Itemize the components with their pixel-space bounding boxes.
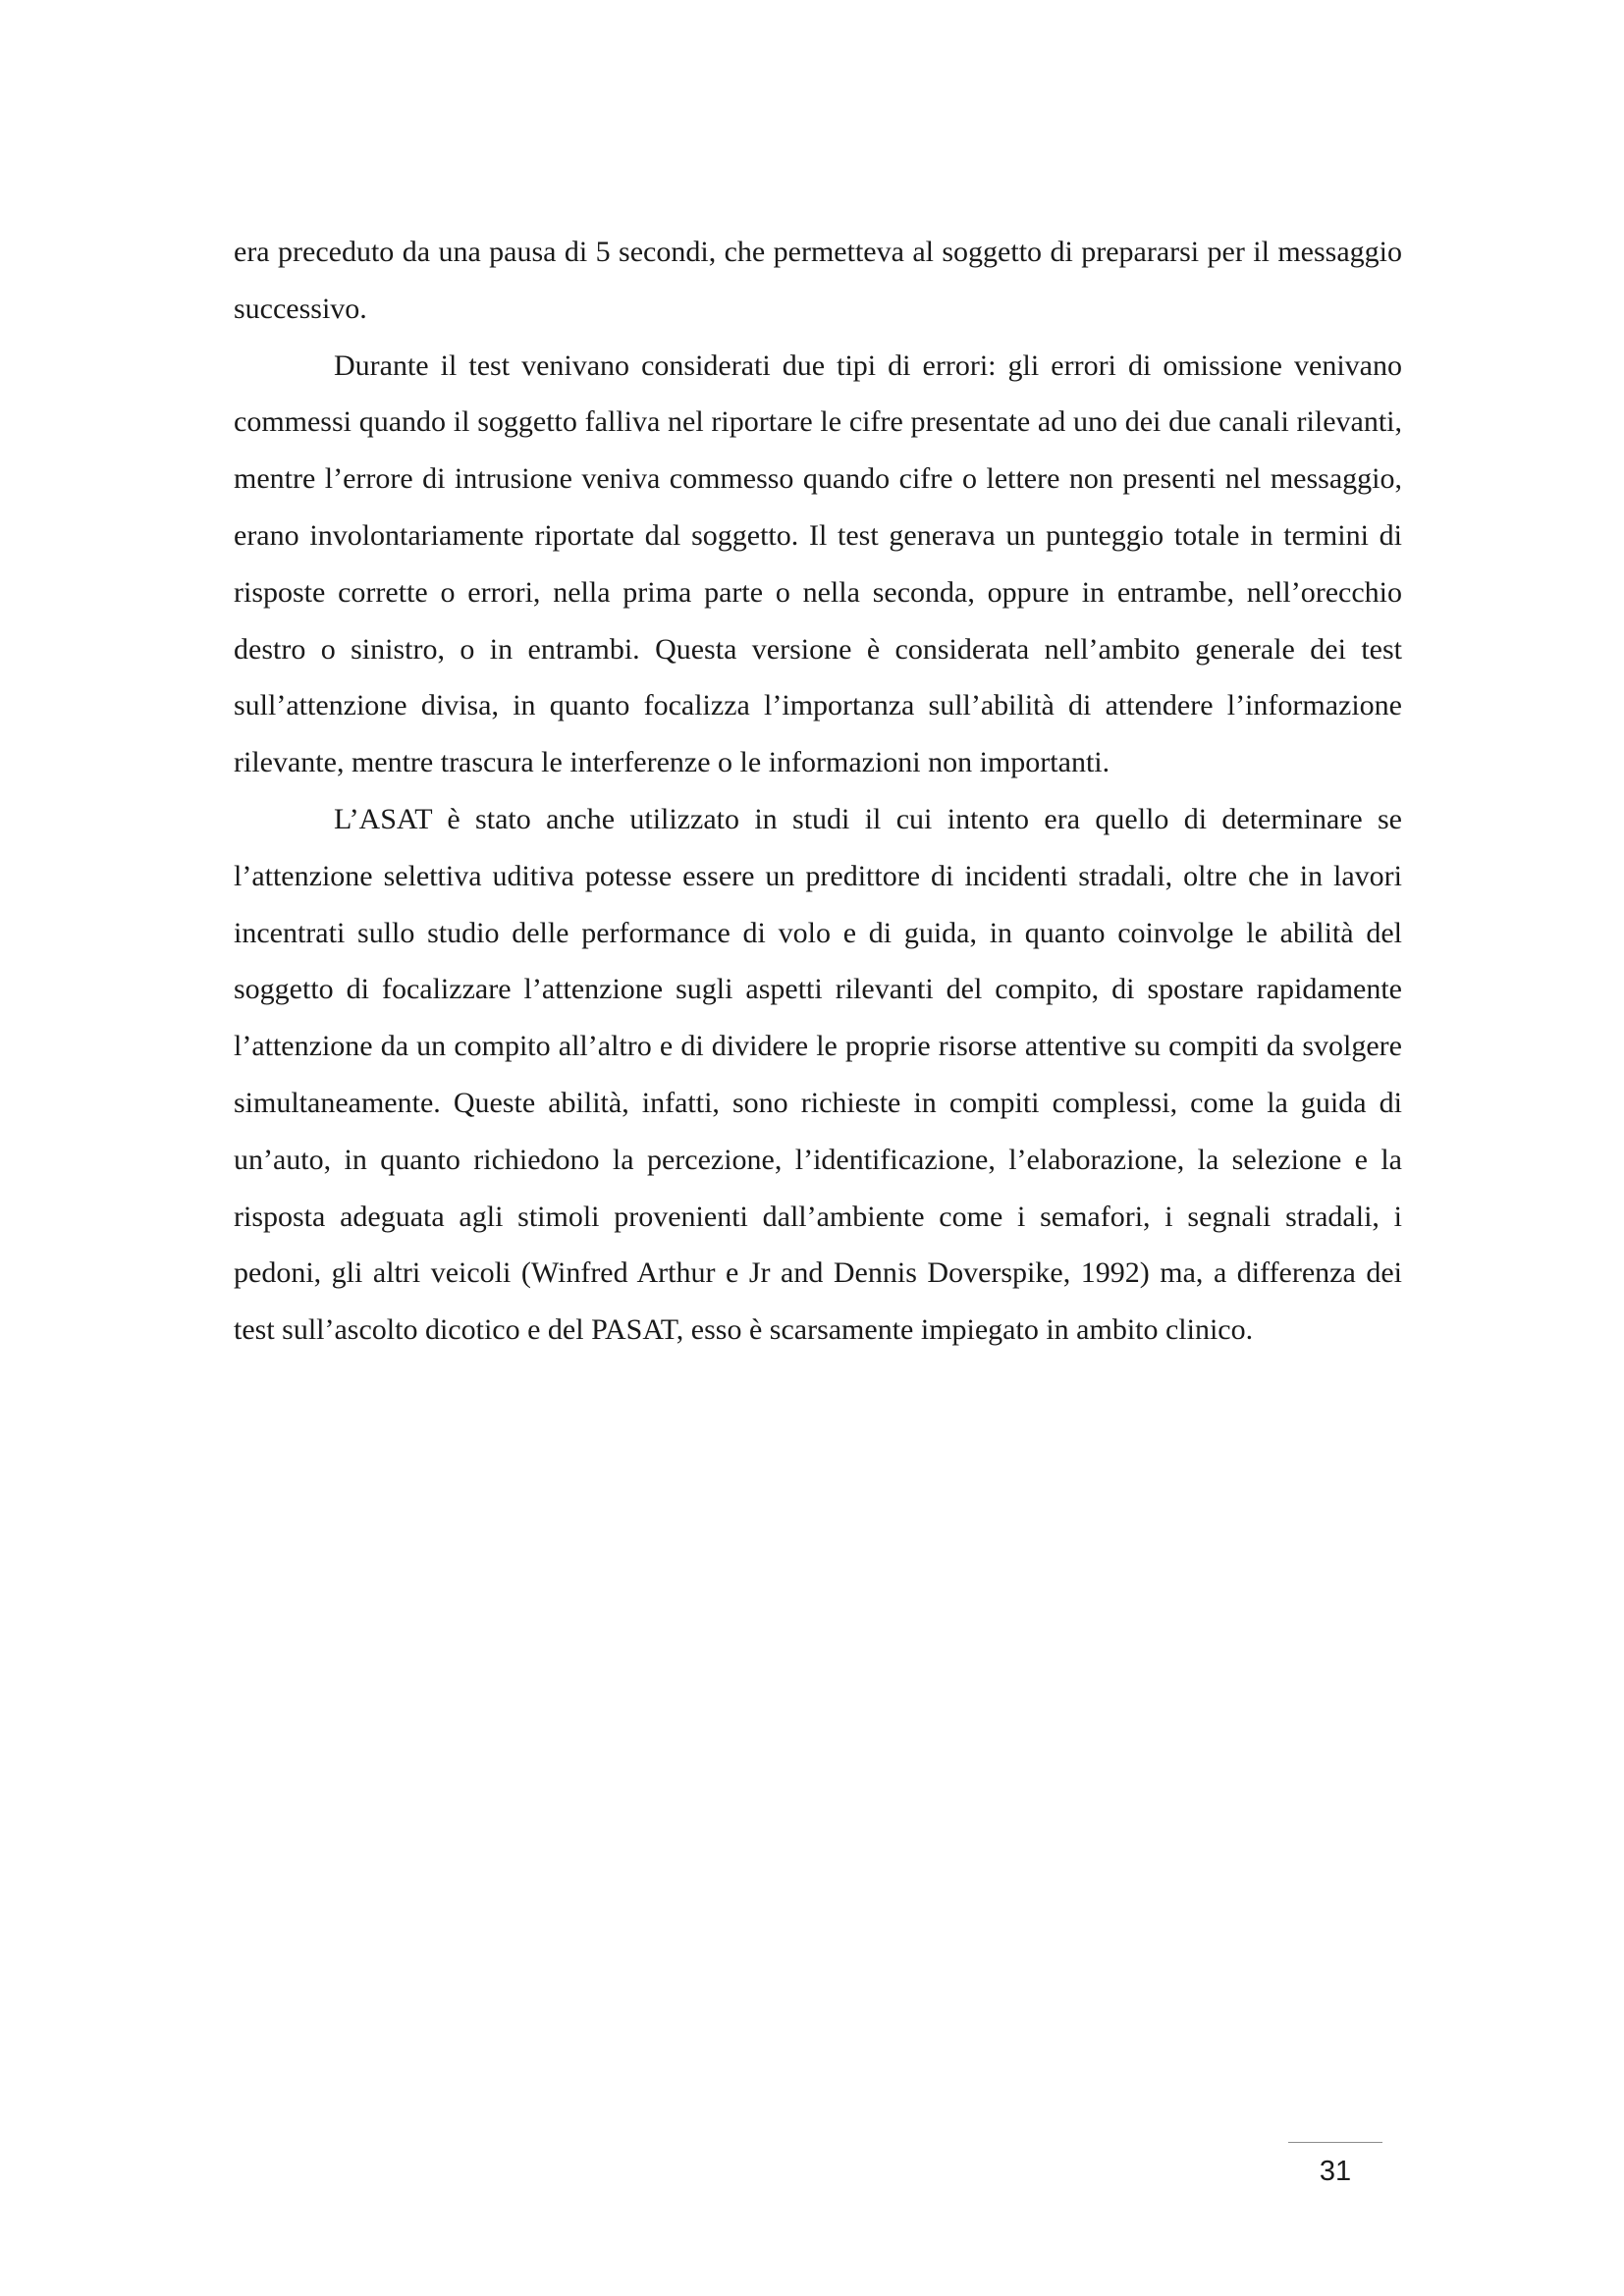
footer-rule — [1288, 2142, 1382, 2143]
page-number: 31 — [1319, 2156, 1352, 2187]
paragraph-continued: era preceduto da una pausa di 5 secondi, che permetteva al soggetto di prepararsi per il messaggio successivo. — [234, 236, 1402, 325]
paragraph-asat-usage: L’ASAT è stato anche utilizzato in studi il cui intento era quello di determinare se l’attenzione selettiva uditiva potesse essere un predittore di incidenti stradali, oltre che in lavori incentrati sullo studio delle performance di volo e di guida, in quanto coinvolge le abilità del soggetto di focalizzare l’attenzione sugli aspetti rilevanti del compito, di spostare rapidamente l’attenzione da un compito all’altro e di dividere le proprie risorse attentive su compiti da svolgere simultaneamente. Queste abilità, infatti, sono richieste in compiti complessi, come la guida di un’auto, in quanto richiedono la percezione, l’identificazione, l’elaborazione, la selezione e la risposta adeguata agli stimoli provenienti dall’ambiente come i semafori, i segnali stradali, i pedoni, gli altri veicoli (Winfred Arthur e Jr and Dennis Doverspike, 1992) ma, a differenza dei test sull’ascolto dicotico e del PASAT, esso è scarsamente impiegato in ambito clinico. — [234, 802, 1402, 1347]
body-text — [234, 224, 1402, 1359]
paragraph-error-types: Durante il test venivano considerati due tipi di errori: gli errori di omissione venivano commessi quando il soggetto falliva nel riportare le cifre presentate ad uno dei due canali rilevanti, mentre l’errore di intrusione veniva commesso quando cifre o lettere non presenti nel messaggio, erano involontariamente riportate dal soggetto. Il test generava un punteggio totale in termini di risposte corrette o errori, nella prima parte o nella seconda, oppure in entrambe, nell’orecchio destro o sinistro, o in entrambi. Questa versione è considerata nell’ambito generale dei test sull’attenzione divisa, in quanto focalizza l’importanza sull’abilità di attendere l’informazione rilevante, mentre trascura le interferenze o le informazioni non importanti. — [234, 348, 1402, 779]
